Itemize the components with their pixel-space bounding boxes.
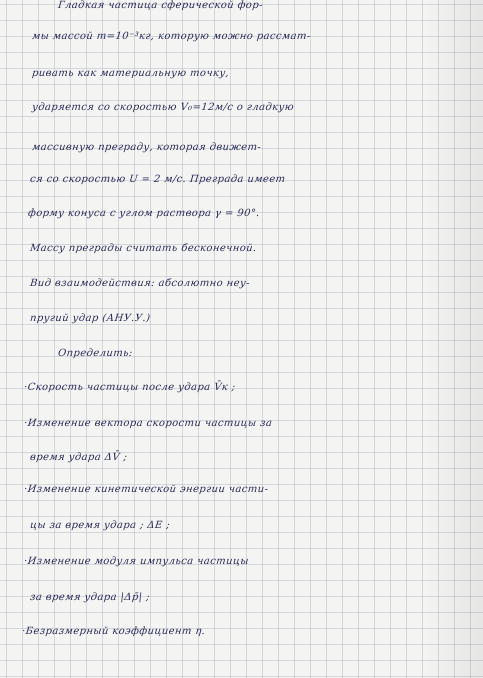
bullet-dimensionless-coefficient: ·Безразмерный коэффициент η. <box>21 626 206 637</box>
bullet-velocity-after-impact: ·Скорость частицы после удара V̄к ; <box>23 382 237 393</box>
text-line-9: Вид взаимодействия: абсолютно неу- <box>29 278 251 289</box>
text-line-1: Гладкая частица сферической фор- <box>57 0 264 11</box>
bullet-kinetic-energy-change-cont: цы за время удара ; ΔE ; <box>29 520 171 531</box>
text-line-10: пругий удар (АНУ.У.) <box>29 313 151 324</box>
text-line-6: ся со скоростью U = 2 м/с. Преграда имеет <box>29 174 287 185</box>
section-heading: Определить: <box>57 348 134 359</box>
text-line-5: массивную преграду, которая движет- <box>31 142 262 153</box>
text-line-2: мы массой m=10⁻³кг, которую можно рассмат- <box>31 31 312 42</box>
text-line-8: Массу преграды считать бесконечной. <box>29 243 258 254</box>
bullet-velocity-change: ·Изменение вектора скорости частицы за <box>23 418 273 429</box>
text-line-7: форму конуса с углом раствора γ = 90°. <box>27 208 261 219</box>
bullet-kinetic-energy-change: ·Изменение кинетической энергии части- <box>23 484 269 495</box>
text-line-4: ударяется со скоростью V₀=12м/с о гладкую <box>31 102 295 113</box>
bullet-momentum-change: ·Изменение модуля импульса частицы <box>23 556 250 567</box>
bullet-velocity-change-cont: время удара ΔV̄ ; <box>29 452 128 463</box>
text-line-3: ривать как материальную точку, <box>31 68 230 79</box>
bullet-momentum-change-cont: за время удара |Δp̄| ; <box>29 592 151 603</box>
